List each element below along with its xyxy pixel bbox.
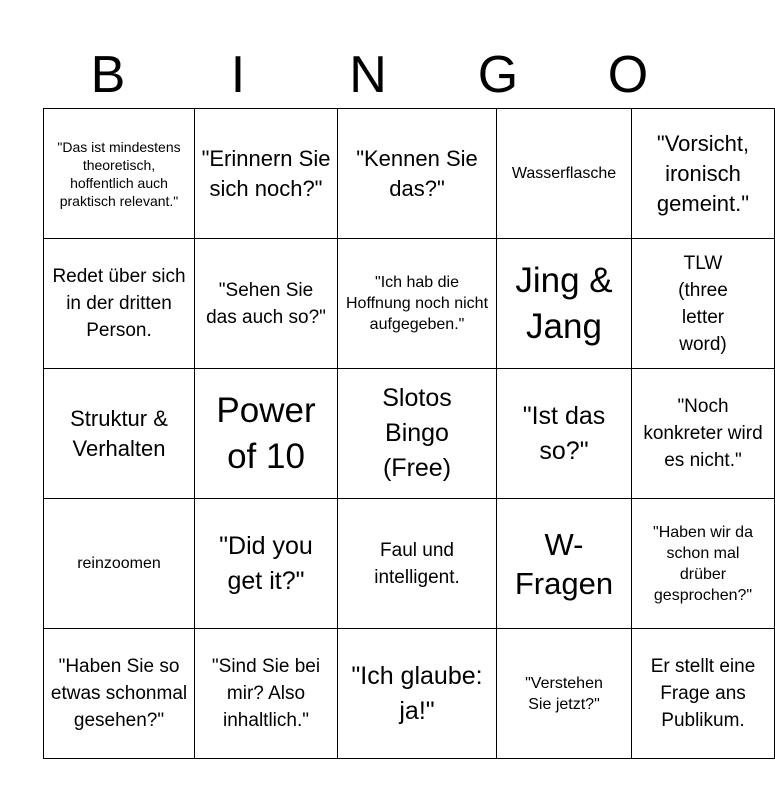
- bingo-cell: "Did you get it?": [195, 499, 338, 629]
- bingo-cell: Struktur & Verhalten: [44, 369, 195, 499]
- bingo-cell: TLW (three letter word): [632, 239, 775, 369]
- bingo-cell: "Sind Sie bei mir? Also inhaltlich.": [195, 629, 338, 759]
- bingo-cell: "Das ist mindestens theoretisch, hoffentlich auch praktisch relevant.": [44, 109, 195, 239]
- bingo-cell: Er stellt eine Frage ans Publikum.: [632, 629, 775, 759]
- header-letter-g: G: [477, 46, 519, 104]
- bingo-cell: Redet über sich in der dritten Person.: [44, 239, 195, 369]
- bingo-cell: Faul und intelligent.: [338, 499, 497, 629]
- bingo-row: [44, 629, 775, 759]
- bingo-cell: "Ich glaube: ja!": [338, 629, 497, 759]
- bingo-row: [44, 369, 775, 499]
- bingo-cell: W-Fragen: [497, 499, 632, 629]
- bingo-cell: "Ist das so?": [497, 369, 632, 499]
- bingo-cell: reinzoomen: [44, 499, 195, 629]
- header-letter-o: O: [607, 46, 649, 104]
- bingo-cell: Slotos Bingo (Free): [338, 369, 497, 499]
- bingo-row: [44, 239, 775, 369]
- bingo-cell: Power of 10: [195, 369, 338, 499]
- bingo-cell: "Erinnern Sie sich noch?": [195, 109, 338, 239]
- header-letter-n: N: [349, 46, 387, 104]
- header-letter-i: I: [230, 46, 246, 104]
- bingo-cell: "Kennen Sie das?": [338, 109, 497, 239]
- bingo-cell: "Haben wir da schon mal drüber gesprochen?": [632, 499, 775, 629]
- bingo-row: [44, 499, 775, 629]
- bingo-row: [44, 109, 775, 239]
- bingo-cell: "Noch konkreter wird es nicht.": [632, 369, 775, 499]
- bingo-cell: "Sehen Sie das auch so?": [195, 239, 338, 369]
- bingo-cell: "Vorsicht, ironisch gemeint.": [632, 109, 775, 239]
- bingo-cell: "Haben Sie so etwas schonmal gesehen?": [44, 629, 195, 759]
- bingo-card: [43, 108, 775, 759]
- bingo-cell: Wasserflasche: [497, 109, 632, 239]
- bingo-cell: Jing & Jang: [497, 239, 632, 369]
- bingo-cell: "Ich hab die Hoffnung noch nicht aufgegeben.": [338, 239, 497, 369]
- bingo-cell: "Verstehen Sie jetzt?": [497, 629, 632, 759]
- bingo-header: [43, 40, 693, 110]
- header-letter-b: B: [90, 46, 126, 104]
